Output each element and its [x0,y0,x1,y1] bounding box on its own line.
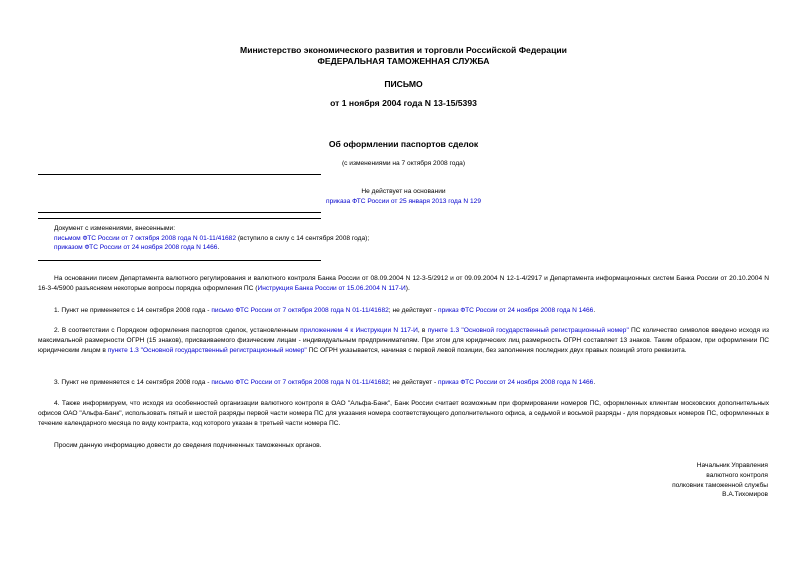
document-title: Об оформлении паспортов сделок [328,139,479,149]
doc-type-heading: ПИСЬМО [384,79,423,89]
changes-block [54,224,369,253]
paragraph-5: Просим данную информацию довести до сведения подчиненных таможенных органов. [54,442,322,449]
paragraph-1: 1. Пункт не применяется с 14 сентября 2008 года - письмо ФТС России от 7 октября 2008 года N 01-11/41682; не действует - приказ ФТС России от 24 ноября 2008 года N 1466. [54,307,596,314]
status-line [0,197,807,206]
status-text: Не действует на основании [361,188,446,195]
paragraph-4: 4. Также информируем, что исходя из особенностей организации валютного контроля в ОАО "Альфа-Банк", Банк России считает возможным при формировании номеров ПС, оформленных клиентам московских дополнительных офисов ОАО "Альфа-Банк", использовать пятый и шестой разряды первой части номера ПС для указания номера соответствующего дополнительного офиса, а седьмой и восьмой разряды - для порядковых номеров ПС, оформленных в течение календарного месяца по виду контракта, код которого указан в третьей части номера ПС. [38,400,769,427]
signature-line: Начальник Управления [696,462,768,469]
order-link[interactable]: приказ ФТС России от 24 ноября 2008 года N 1466 [438,307,594,314]
letter-link[interactable]: письмо ФТС России от 7 октября 2008 года N 01-11/41682 [211,307,389,314]
ministry-heading: Министерство экономического развития и торговли Российской Федерации [240,45,567,55]
divider [38,218,321,219]
paragraph-2: 2. В соответствии с Порядком оформления паспортов сделок, установленным приложением 4 к Инструкции N 117-И, в пункте 1.3 "Основной государственный регистрационный номер" ПС количество символов введено исходя из максимальной размерности ОГРН (15 знаков), присваиваемого физическим лицам - индивидуальным предпринимателям. При этом для юридических лиц размерность ОГРН составляет 13 знаков. Таким образом, при оформлении ПС юридическим лицом в пункте 1.3 "Основной государственный регистрационный номер" ПС ОГРН указывается, начиная с первой левой позиции, без заполнения последних двух правых позиций этого реквизита. [38,327,770,354]
divider [38,260,321,261]
change-letter-link[interactable]: письмом ФТС России от 7 октября 2008 года N 01-11/41682 [54,234,237,242]
divider [38,212,321,213]
paragraph-3: 3. Пункт не применяется с 14 сентября 2008 года - письмо ФТС России от 7 октября 2008 года N 01-11/41682; не действует - приказ ФТС России от 24 ноября 2008 года N 1466. [54,379,596,386]
appendix-4-link[interactable]: приложением 4 к Инструкции N 117-И [300,327,418,334]
signature-block [568,461,768,500]
signature-line: валютного контроля [706,471,768,479]
doc-date-heading: от 1 ноября 2004 года N 13-15/5393 [330,98,477,108]
changes-heading: Документ с изменениями, внесенными: [54,225,176,232]
signature-line: полковник таможенной службы [672,481,768,489]
service-heading: ФЕДЕРАЛЬНАЯ ТАМОЖЕННАЯ СЛУЖБА [317,56,490,66]
changes-item: приказом ФТС России от 24 ноября 2008 года N 1466. [54,244,220,252]
amendment-note: (с изменениями на 7 октября 2008 года) [341,160,466,167]
intro-paragraph: На основании писем Департамента валютного регулирования и валютного контроля Банка России от 08.09.2004 N 12-3-5/2912 и от 09.09.2004 N 12-1-4/2917 и Департамента информационных систем Банка России от 20.10.2004 N 16-3-4/5900 разъясняем некоторые вопросы порядка оформления ПС (Инструкция Банка России от 15.06.2004 N 117-И). [38,275,769,292]
letter-link[interactable]: письмо ФТС России от 7 октября 2008 года N 01-11/41682 [211,379,389,386]
divider [38,174,321,175]
point-1-3-link[interactable]: пункте 1.3 "Основной государственный регистрационный номер" [427,327,629,334]
instruction-117-link[interactable]: Инструкция Банка России от 15.06.2004 N 117-И [257,284,406,292]
order-link[interactable]: приказ ФТС России от 24 ноября 2008 года N 1466 [438,379,594,386]
change-order-link[interactable]: приказом ФТС России от 24 ноября 2008 года N 1466 [54,244,218,252]
repeal-order-link[interactable]: приказа ФТС России от 25 января 2013 года N 129 [326,198,481,205]
changes-item: письмом ФТС России от 7 октября 2008 года N 01-11/41682 (вступило в силу с 14 сентября 2008 года); [54,234,370,242]
signature-name: В.А.Тихомиров [722,491,768,499]
point-1-3-link[interactable]: пункте 1.3 "Основной государственный регистрационный номер" [107,346,307,354]
